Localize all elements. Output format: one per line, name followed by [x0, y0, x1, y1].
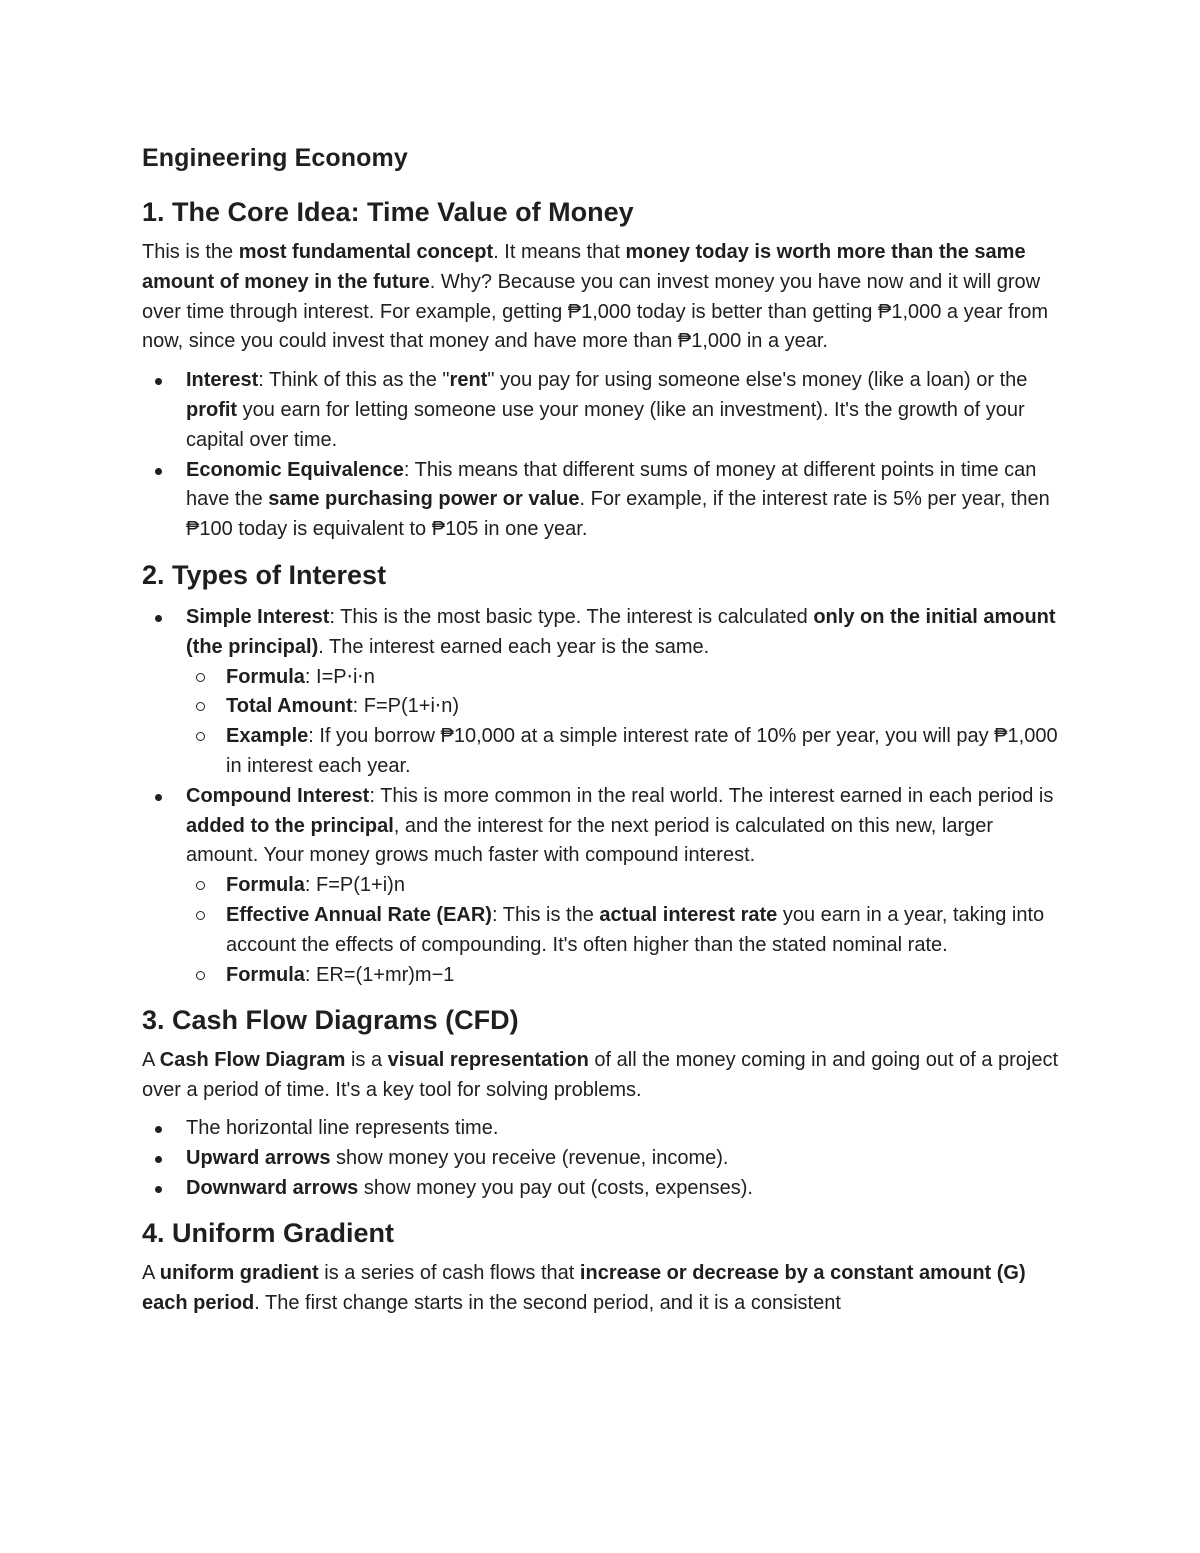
- list-item-simple-interest: Simple Interest: This is the most basic type. The interest is calculated only on the initial amount (the principal). The interest earned each year is the same. Formula: I=P⋅i⋅n Total Amount: F=P(1+i⋅n) Example: If you borrow ₱10,000 at a simple interest rate of 10% per year, you will pay ₱1,000 in interest each year.: [142, 603, 1062, 782]
- compound-interest-sublist: [186, 871, 1062, 990]
- bullet-dot: [155, 468, 162, 475]
- list-item-horizontal-line: The horizontal line represents time.: [142, 1114, 1062, 1144]
- list-item-downward-arrows: Downward arrows show money you pay out (costs, expenses).: [142, 1174, 1062, 1204]
- section-2-heading: 2. Types of Interest: [142, 559, 387, 590]
- section-4-heading: 4. Uniform Gradient: [142, 1218, 395, 1249]
- bullet-dot: [155, 615, 162, 622]
- bullet-dot: [155, 378, 162, 385]
- section-2-bullet-list: [142, 603, 1062, 990]
- section-1-heading: 1. The Core Idea: Time Value of Money: [142, 197, 634, 227]
- section-3-paragraph: A Cash Flow Diagram is a visual representation of all the money coming in and going out of a project over a period of time. It's a key tool for solving problems.: [142, 1049, 1059, 1102]
- hollow-bullet: [196, 971, 205, 980]
- sublist-item-formula: Formula: ER=(1+mr)m−1: [186, 961, 1062, 991]
- section-4-paragraph: A uniform gradient is a series of cash flows that increase or decrease by a constant amount (G) each period. The first change starts in the second period, and it is a consistent: [142, 1262, 1026, 1315]
- document-title: Engineering Economy: [142, 144, 408, 172]
- hollow-bullet: [196, 732, 205, 741]
- hollow-bullet: [196, 702, 205, 711]
- list-item-interest: Interest: Think of this as the "rent" you pay for using someone else's money (like a loan) or the profit you earn for letting someone use your money (like an investment). It's the growth of your capital over time.: [142, 366, 1062, 455]
- hollow-bullet: [196, 673, 205, 682]
- bullet-dot: [155, 1126, 162, 1133]
- sublist-item-formula: Formula: F=P(1+i)n: [186, 871, 1062, 901]
- hollow-bullet: [196, 881, 205, 890]
- bullet-dot: [155, 1186, 162, 1193]
- section-1-bullet-list: [142, 366, 1062, 545]
- sublist-item-formula: Formula: I=P⋅i⋅n: [186, 663, 1062, 693]
- sublist-item-total-amount: Total Amount: F=P(1+i⋅n): [186, 692, 1062, 722]
- document-page: [142, 138, 1062, 1319]
- simple-interest-sublist: [186, 663, 1062, 782]
- bullet-dot: [155, 794, 162, 801]
- sublist-item-ear: Effective Annual Rate (EAR): This is the actual interest rate you earn in a year, taking into account the effects of compounding. It's often higher than the stated nominal rate.: [186, 901, 1062, 961]
- section-1-paragraph: This is the most fundamental concept. It means that money today is worth more than the same amount of money in the future. Why? Because you can invest money you have now and it will grow over time through interest. For example, getting ₱1,000 today is better than getting ₱1,000 a year from now, since you could invest that money and have more than ₱1,000 in a year.: [142, 241, 1049, 353]
- sublist-item-example: Example: If you borrow ₱10,000 at a simple interest rate of 10% per year, you will pay ₱1,000 in interest each year.: [186, 722, 1062, 782]
- section-3-heading: 3. Cash Flow Diagrams (CFD): [142, 1005, 519, 1036]
- section-3-bullet-list: [142, 1114, 1062, 1203]
- list-item-compound-interest: Compound Interest: This is more common in the real world. The interest earned in each period is added to the principal, and the interest for the next period is calculated on this new, larger amount. Your money grows much faster with compound interest. Formula: F=P(1+i)n Effective Annual Rate (EAR): This is the actual interest rate you earn in a year, taking into account the effects of compounding. It's often higher than the stated nominal rate. Formula: ER=(1+mr)m−1: [142, 782, 1062, 991]
- bullet-dot: [155, 1156, 162, 1163]
- hollow-bullet: [196, 911, 205, 920]
- list-item-economic-equivalence: Economic Equivalence: This means that different sums of money at different points in time can have the same purchasing power or value. For example, if the interest rate is 5% per year, then ₱100 today is equivalent to ₱105 in one year.: [142, 456, 1062, 545]
- list-item-upward-arrows: Upward arrows show money you receive (revenue, income).: [142, 1144, 1062, 1174]
